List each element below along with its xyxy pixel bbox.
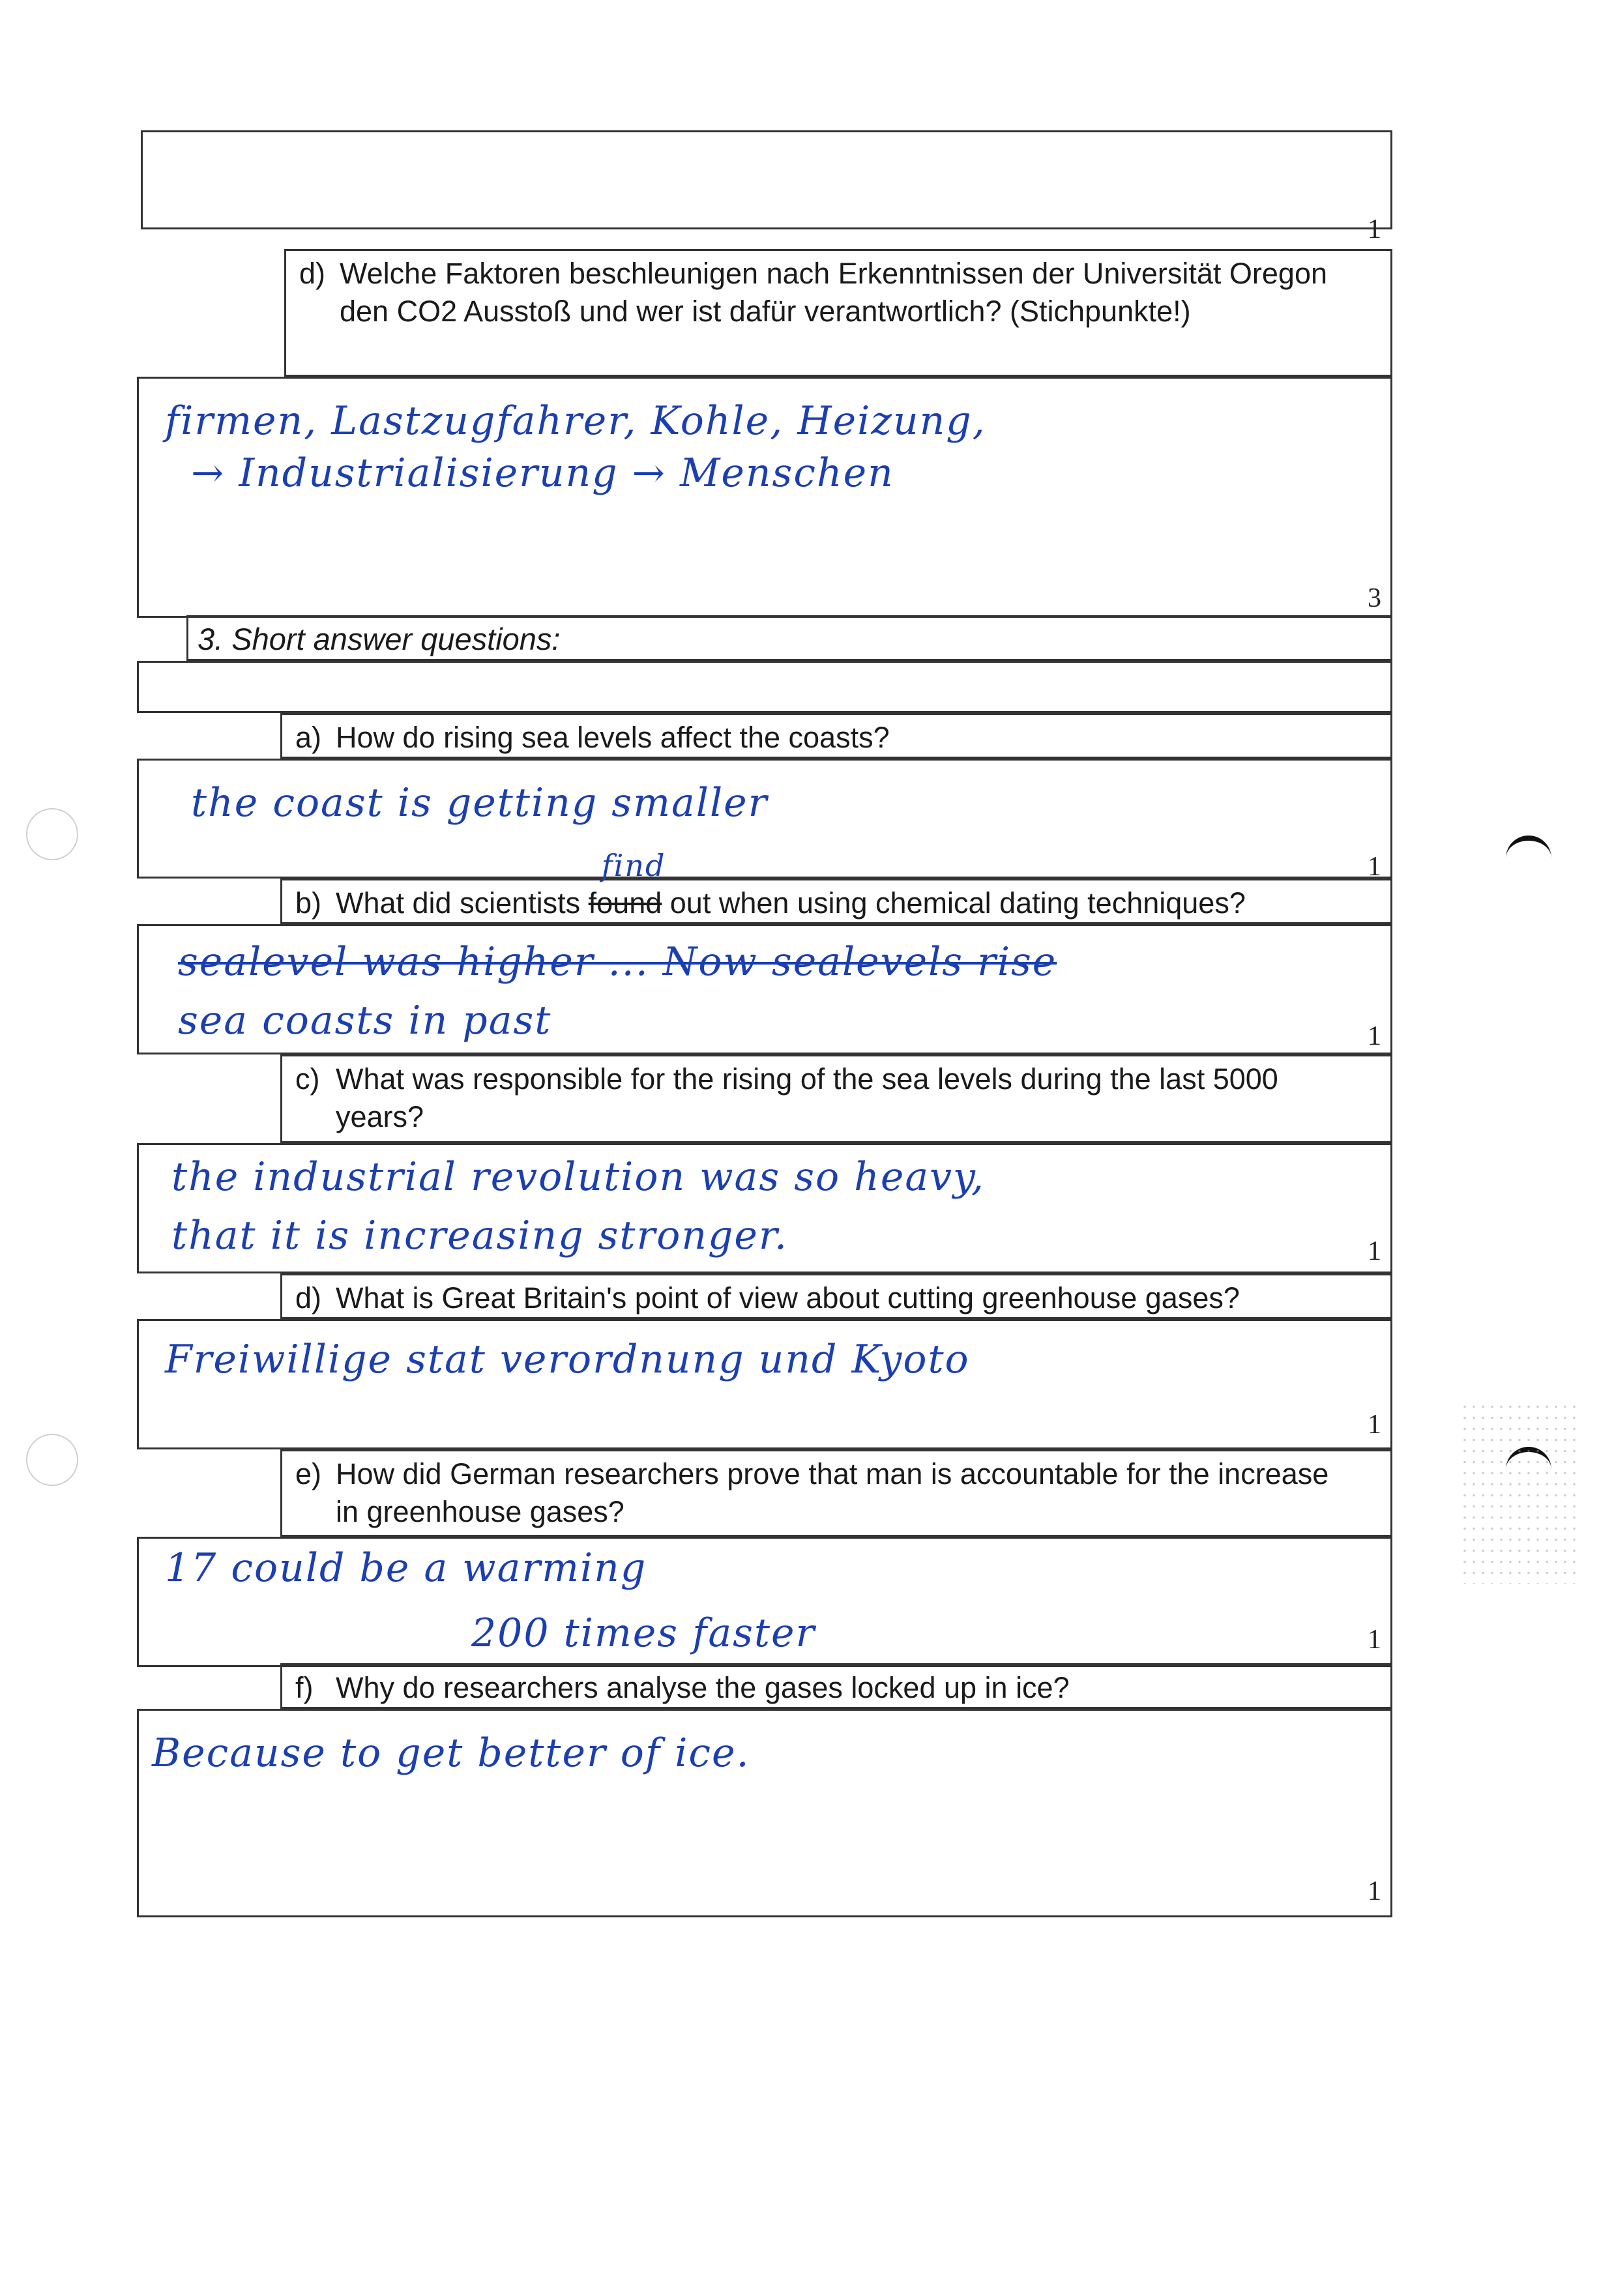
answer-box-f [137, 1709, 1392, 1917]
punch-hole-right-top [1506, 836, 1551, 881]
points-f: 1 [1368, 1876, 1381, 1906]
scan-noise [1460, 1401, 1577, 1584]
points-previous: 1 [1368, 214, 1381, 244]
answer-box-c [137, 1143, 1392, 1273]
question-d [280, 1273, 1392, 1319]
handwritten-answer-line-2: that it is increasing stronger. [171, 1213, 789, 1258]
question-text [336, 848, 1351, 922]
question-label: e) [295, 1457, 322, 1490]
question-text: How did German researchers prove that man is accountable for the increase in greenhouse gases? [336, 1457, 1329, 1528]
section-3-title [186, 615, 1392, 661]
points-b: 1 [1368, 1021, 1381, 1051]
answer-box-e [137, 1537, 1392, 1667]
question-e [280, 1449, 1392, 1537]
handwritten-answer: Because to get better of ice. [152, 1730, 750, 1776]
inserted-word: find [601, 848, 666, 883]
question-text-start: What did scientists [336, 886, 589, 920]
punch-hole-left-bottom [26, 1434, 78, 1486]
question-label: a) [295, 721, 322, 754]
handwritten-answer: the coast is getting smaller [191, 780, 769, 826]
answer-box-previous [141, 130, 1392, 229]
struck-word: found [588, 886, 662, 920]
question-b [280, 848, 1392, 924]
question-c [280, 1054, 1392, 1143]
punch-hole-left-top [26, 808, 78, 860]
question-label: c) [295, 1062, 320, 1096]
section-spacer [137, 661, 1392, 713]
question-label: d) [295, 1281, 322, 1315]
question-text: What was responsible for the rising of the sea levels during the last 5000 years? [336, 1062, 1278, 1133]
question-d-german [284, 249, 1392, 377]
points-d-german: 3 [1368, 583, 1381, 613]
answer-box-a [137, 759, 1392, 879]
points-d: 1 [1368, 1410, 1381, 1440]
points-e: 1 [1368, 1625, 1381, 1655]
handwritten-answer-line-2: → Industrialisierung → Menschen [191, 450, 894, 496]
handwritten-answer-line-2: sea coasts in past [178, 998, 552, 1043]
answer-box-d-german [137, 377, 1392, 618]
points-a: 1 [1368, 852, 1381, 882]
answer-box-d [137, 1319, 1392, 1449]
question-text: Why do researchers analyse the gases locked up in ice? [336, 1671, 1070, 1704]
answer-box-b [137, 924, 1392, 1054]
question-text: Welche Faktoren beschleunigen nach Erkenntnissen der Universität Oregon den CO2 Ausstoß und wer ist dafür verantwortlich? (Stichpunkte!) [340, 257, 1328, 328]
handwritten-answer-line-1: firmen, Lastzugfahrer, Kohle, Heizung, [165, 398, 986, 444]
handwritten-answer-line-2: 200 times faster [471, 1610, 816, 1656]
question-text-end: out when using chemical dating techniques? [662, 886, 1246, 920]
handwritten-answer-line-1: 17 could be a warming [165, 1545, 647, 1591]
handwritten-answer: Freiwillige stat verordnung und Kyoto [165, 1337, 970, 1382]
handwritten-answer-line-1: sealevel was higher ... Now sealevels rise [178, 939, 1057, 985]
handwritten-answer-line-1: the industrial revolution was so heavy, [171, 1154, 985, 1200]
question-label: b) [295, 886, 322, 920]
question-a [280, 713, 1392, 759]
section-title-text: 3. Short answer questions: [198, 622, 561, 656]
question-f [280, 1663, 1392, 1709]
question-text: How do rising sea levels affect the coasts? [336, 721, 890, 754]
points-c: 1 [1368, 1236, 1381, 1266]
question-text: What is Great Britain's point of view about cutting greenhouse gases? [336, 1281, 1240, 1315]
question-label: f) [295, 1671, 314, 1704]
question-label: d) [299, 257, 326, 290]
